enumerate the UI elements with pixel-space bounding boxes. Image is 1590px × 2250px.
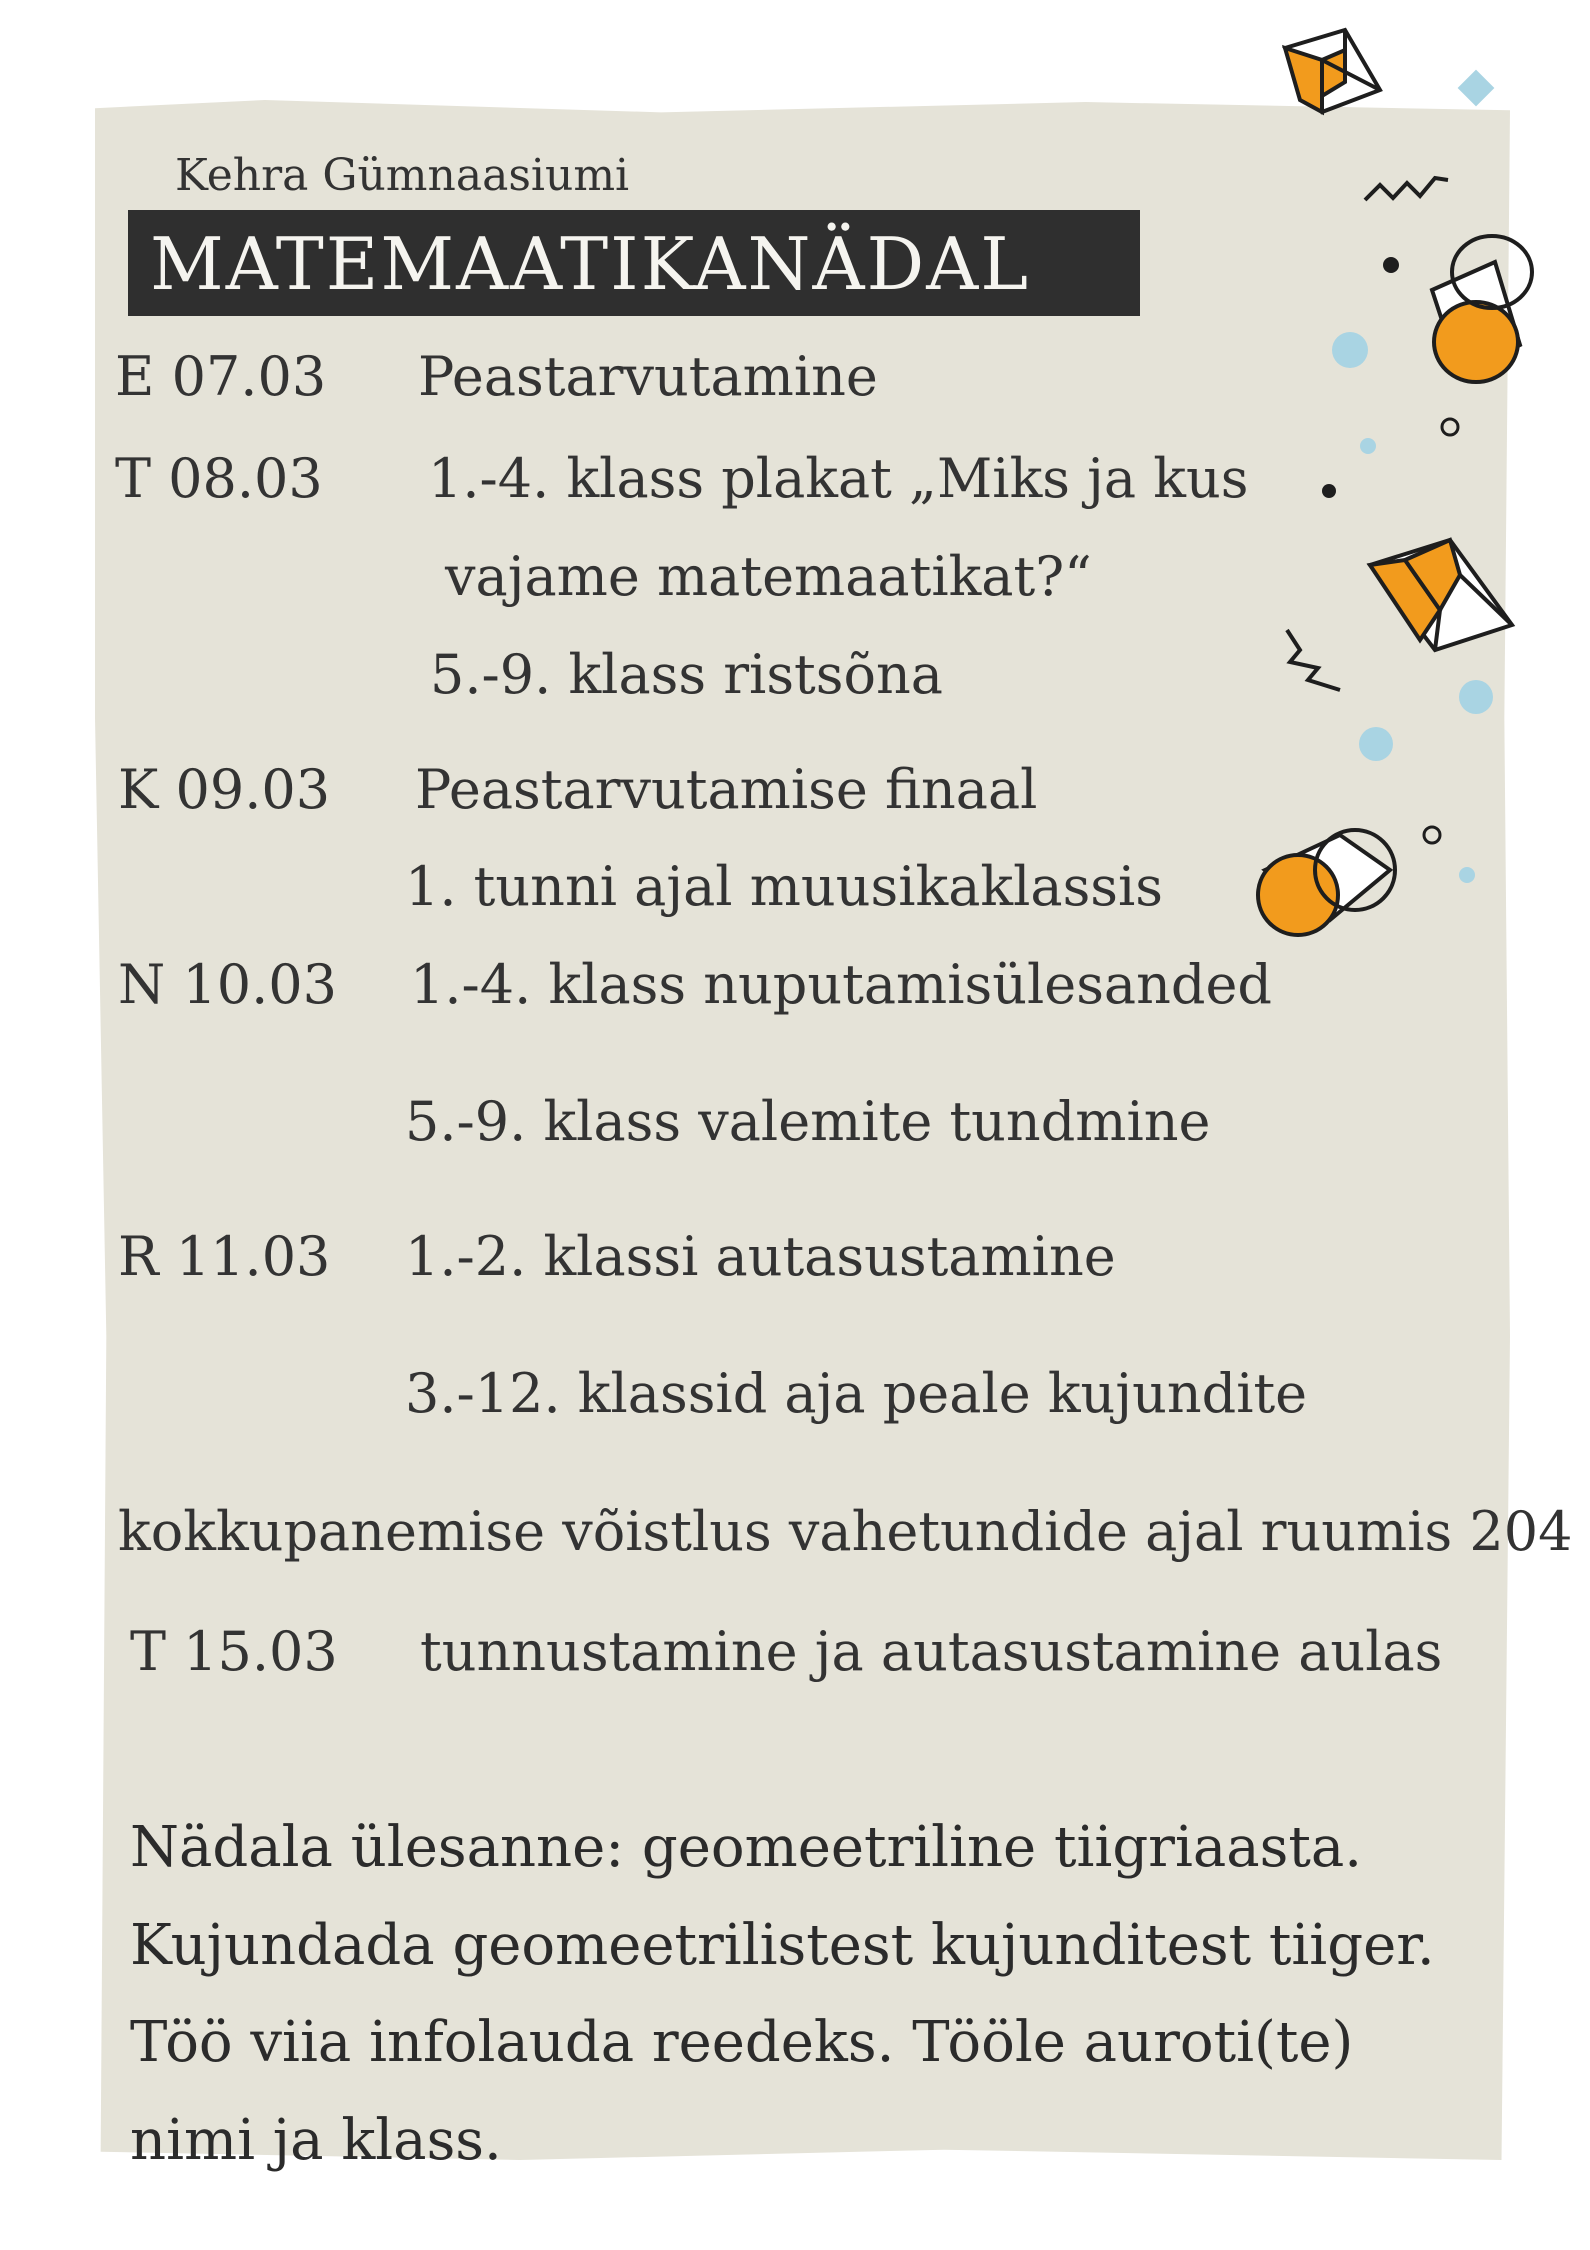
task-line: Nädala ülesanne: geomeetriline tiigriaasta. [130,1815,1363,1880]
event-line: 5.-9. klass valemite tundmine [405,1090,1211,1153]
bubble-icon [1459,680,1493,714]
cube-icon [1285,30,1380,112]
cube-icon [1370,540,1512,650]
event-line: 1.-2. klassi autasustamine [405,1225,1116,1288]
event-line: 1.-4. klass nuputamisülesanded [410,953,1272,1016]
event-line: kokkupanemise võistlus vahetundide ajal ruumis 204 [118,1500,1573,1563]
page-title: MATEMAATIKANÄDAL [150,222,1031,306]
day-label: N 10.03 [118,953,338,1016]
task-line: Töö viia infolauda reedeks. Tööle auroti(te) [130,2010,1354,2075]
cylinder-icon [1258,830,1395,935]
bubble-icon [1459,867,1475,883]
event-line: 3.-12. klassid aja peale kujundite [405,1362,1308,1425]
bubble-icon [1359,727,1393,761]
task-line: nimi ja klass. [130,2108,502,2173]
bubble-icon [1360,438,1376,454]
diamond-icon [1458,70,1495,107]
event-line: 5.-9. klass ristsõna [430,643,943,706]
zigzag-icon [1365,178,1448,200]
day-label: E 07.03 [115,345,327,408]
event-line: Peastarvutamine [418,345,878,408]
task-line: Kujundada geomeetrilistest kujunditest tiiger. [130,1913,1435,1978]
event-line: Peastarvutamise finaal [415,758,1038,821]
event-line: tunnustamine ja autasustamine aulas [420,1620,1443,1683]
event-line: 1.-4. klass plakat „Miks ja kus [428,447,1249,510]
day-label: T 08.03 [115,447,323,510]
dot-icon [1322,484,1336,498]
bubble-icon [1332,332,1368,368]
event-line: 1. tunni ajal muusikaklassis [405,855,1163,918]
day-label: T 15.03 [130,1620,338,1683]
day-label: K 09.03 [118,758,331,821]
school-name: Kehra Gümnaasiumi [175,150,630,201]
day-label: R 11.03 [118,1225,331,1288]
zigzag-icon [1287,630,1340,690]
ring-icon [1442,419,1458,435]
ring-icon [1424,827,1440,843]
cylinder-icon [1432,236,1532,382]
event-line: vajame matemaatikat?“ [445,545,1092,608]
dot-icon [1383,257,1399,273]
